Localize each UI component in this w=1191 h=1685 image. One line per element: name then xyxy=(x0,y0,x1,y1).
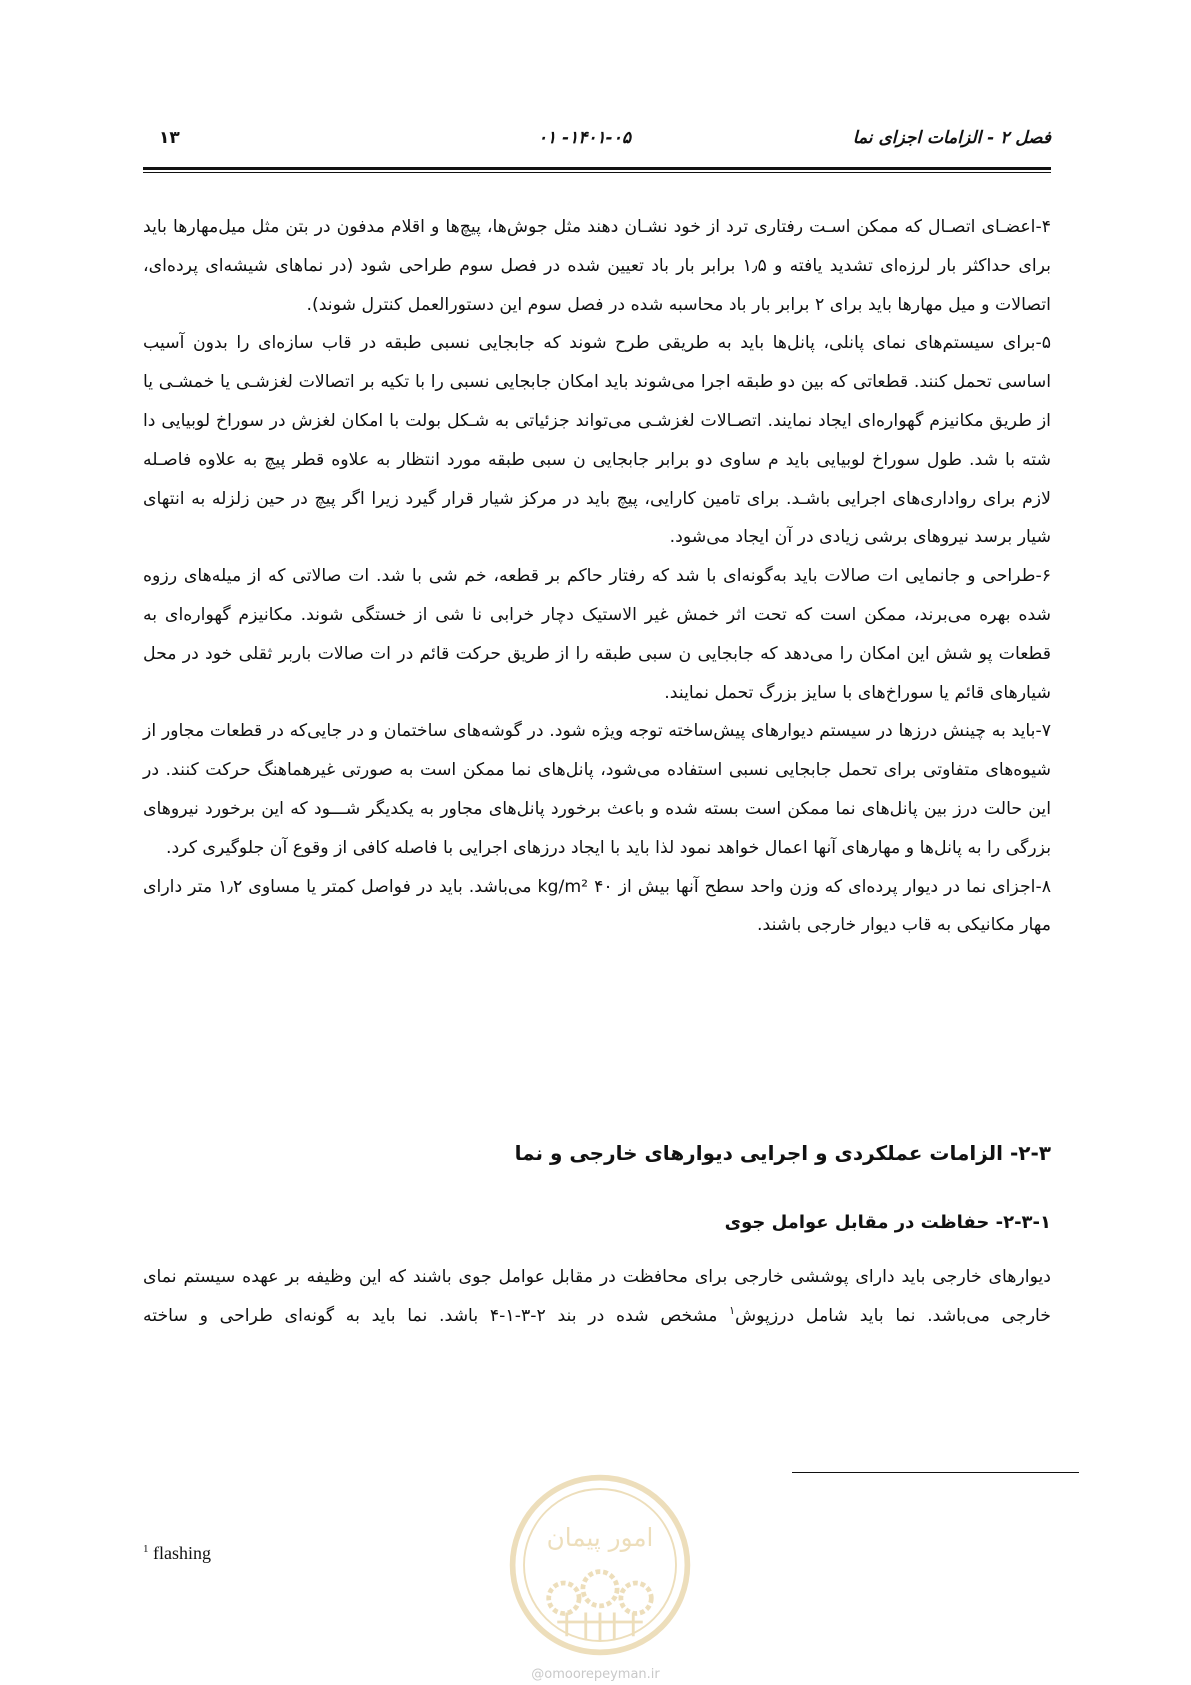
paragraph-5: ۵-برای سیستم‌های نمای پانلی، پانل‌ها باید به طریقی طرح شوند که جابجایی نسبی طبقه در قاب سازه‌ای را بدون آسیب اساسی تحمل کنند. قطعاتی که بین دو طبقه اجرا می‌شوند باید امکان جابجایی نسبی را با تکیه بر اتصالات لغزشـی یا خمشـی یا از طریق مکانیزم گهواره‌ای ایجاد نمایند. اتصـالات لغزشـی می‌تواند جزئیاتی به شـکل بولت با امکان لغزش در سوراخ لوبیایی دا شته با شد. طول سوراخ لوبیایی باید م ساوی دو برابر جابجایی ن سبی طبقه مورد انتظار به علاوه قطر پیچ به علاوه فاصـله لازم برای رواداری‌های اجرایی باشـد. برای تامین کارایی، پیچ باید در مرکز شیار قرار گیرد زیرا اگر پیچ در حین زلزله به انتهای شیار برسد نیروهای برشی زیادی در آن ایجاد می‌شود. xyxy=(143,333,1051,548)
section-body xyxy=(143,1258,1051,1336)
subsection-title: ۲-۳-۱- حفاظت در مقابل عوامل جوی xyxy=(724,1212,1051,1233)
section-title: ۲-۳- الزامات عملکردی و اجرایی دیوارهای خارجی و نما xyxy=(514,1141,1051,1165)
paragraph-8 xyxy=(143,868,1051,946)
page-number: ۱۳ xyxy=(159,128,180,148)
watermark-site: @omoorepeyman.ir xyxy=(531,1667,660,1682)
chapter-title: فصل ۲ - الزامات اجزای نما xyxy=(852,128,1051,148)
subsection-heading-wrap xyxy=(143,1209,1051,1239)
watermark-seal-icon xyxy=(505,1470,695,1660)
paragraph-7: ۷-باید به چینش درزها در سیستم دیوارهای پیش‌ساخته توجه ویژه شود. در گوشه‌های ساختمان و در جایی‌که در قطعات مجاور از شیوه‌های متفاوتی برای تحمل جابجایی نسبی استفاده می‌شود، پانل‌های نما ممکن است به صورتی غیرهماهنگ حرکت کنند. در این حالت درز بین پانل‌های نما ممکن است بسته شده و باعث برخورد پانل‌های مجاور به یکدیگر شـــود که این برخورد نیروهای بزرگی را به پانل‌ها و مهارهای آنها اعمال خواهد نمود لذا باید با ایجاد درزهای اجرایی با فاصله کافی از وقوع آن جلوگیری کرد. xyxy=(143,721,1051,858)
page-body xyxy=(143,208,1051,945)
header-rule-thick xyxy=(143,167,1051,170)
paragraph-4: ۴-اعضـای اتصـال که ممکن اسـت رفتاری ترد از خود نشـان دهند مثل جوش‌ها، پیچ‌ها و اقلام مدفون در بتن مثل میل‌مهارها باید برای حداکثر بار لرزه‌ای تشدید یافته و ۱٫۵ برابر بار باد تعیین شده در فصل سوم طراحی شود (در نماهای شیشه‌ای پرده‌ای، اتصالات و میل مهارها باید برای ۲ برابر بار باد محاسبه شده در فصل سوم این دستورالعمل کنترل شوند). xyxy=(143,217,1051,315)
header-date: ۱۴۰۱-۰۵- ۰۱ xyxy=(537,128,631,148)
paragraph-8-start: ۸-اجزای نما در دیوار پرده‌ای که وزن واحد سطح آنها بیش از ۴۰ xyxy=(594,876,1051,897)
seal-logo-text: امور پیمان xyxy=(546,1523,654,1552)
footnote-ref: ۱ xyxy=(729,1304,735,1318)
section-paragraph xyxy=(143,1258,1051,1336)
paragraph-6: ۶-طراحی و جانمایی ات صالات باید به‌گونه‌ای با شد که رفتار حاکم بر قطعه، خم شی با شد. ات صالاتی که از میله‌های رزوه شده بهره می‌برند، ممکن است که تحت اثر خمش غیر الاستیک دچار خرابی نا شی از خستگی شوند. مکانیزم گهواره‌ای به قطعات پو شش این امکان را می‌دهد که جابجایی ن سبی طبقه را از طریق حرکت قائم در ات صالات باربر ثقلی خود در محل شیارهای قائم یا سوراخ‌های با سایز بزرگ تحمل نمایند. xyxy=(143,566,1051,703)
section-body-end: مشخص شده در بند ۲-۳-۱-۴ باشد. نما باید به گونه‌ای طراحی و ساخته xyxy=(143,1305,718,1326)
header-rule-thin xyxy=(143,172,1051,173)
footnote-rule xyxy=(792,1472,1079,1473)
footnote-text: flashing xyxy=(153,1543,211,1563)
footnote-marker: 1 xyxy=(143,1543,149,1555)
footnote xyxy=(143,1543,211,1564)
unit-kg-per-m2: kg/m² xyxy=(537,876,589,897)
section-body-start: دیوارهای خارجی باید دارای پوششی خارجی برای محافظت در مقابل عوامل جوی باشند که این وظیفه بر عهده سیستم نمای خارجی می‌باشد. نما باید شامل درزپوش xyxy=(143,1267,1051,1326)
page-header xyxy=(143,128,1051,160)
paragraph-8-end: می‌باشد. باید در فواصل کمتر یا مساوی ۱٫۲ متر دارای مهار مکانیکی به قاب دیوار خارجی باشند. xyxy=(143,876,1051,936)
section-heading-wrap xyxy=(143,1138,1051,1170)
